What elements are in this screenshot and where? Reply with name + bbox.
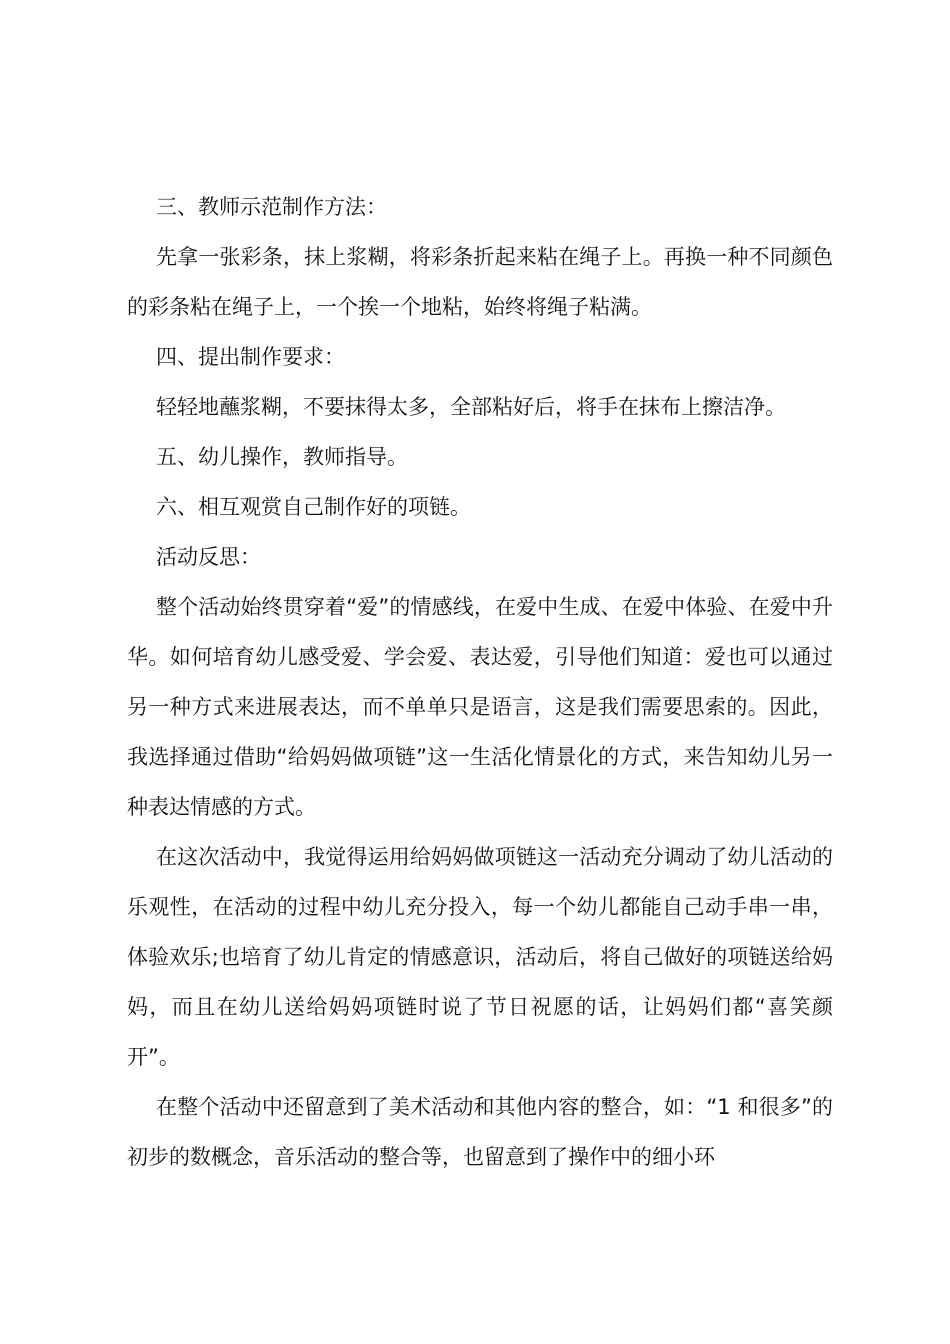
paragraph-reflection-activity: 在这次活动中，我觉得运用给妈妈做项链这一活动充分调动了幼儿活动的乐观性，在活动的过程中幼儿充分投入，每一个幼儿都能自己动手串一串，体验欢乐;也培育了幼儿肯定的情感意识，活动后，将自己做好的项链送给妈妈，而且在幼儿送给妈妈项链时说了节日祝愿的话，让妈妈们都“喜笑颜开”。 — [127, 845, 833, 1069]
paragraph-reflection-integration: 在整个活动中还留意到了美术活动和其他内容的整合，如：“1 和很多”的初步的数概念，音乐活动的整合等，也留意到了操作中的细小环 — [127, 1095, 833, 1169]
paragraph-requirements: 轻轻地蘸浆糊，不要抹得太多，全部粘好后，将手在抹布上擦洁净。 — [156, 395, 786, 419]
section-heading-requirements: 四、提出制作要求： — [156, 345, 345, 369]
section-heading-operation: 五、幼儿操作，教师指导。 — [156, 445, 408, 469]
document-body — [127, 182, 833, 1182]
section-heading-reflection: 活动反思： — [156, 545, 261, 569]
paragraph-demo-steps: 先拿一张彩条，抹上浆糊，将彩条折起来粘在绳子上。再换一种不同颜色的彩条粘在绳子上，一个挨一个地粘，始终将绳子粘满。 — [127, 245, 833, 319]
paragraph-reflection-love: 整个活动始终贯穿着“爱”的情感线，在爱中生成、在爱中体验、在爱中升华。如何培育幼儿感受爱、学会爱、表达爱，引导他们知道：爱也可以通过另一种方式来进展表达，而不单单只是语言，这是我们需要思索的。因此，我选择通过借助“给妈妈做项链”这一生活化情景化的方式，来告知幼儿另一种表达情感的方式。 — [127, 595, 833, 819]
section-heading-demo: 三、教师示范制作方法： — [156, 195, 387, 219]
section-heading-appreciation: 六、相互观赏自己制作好的项链。 — [156, 495, 471, 519]
